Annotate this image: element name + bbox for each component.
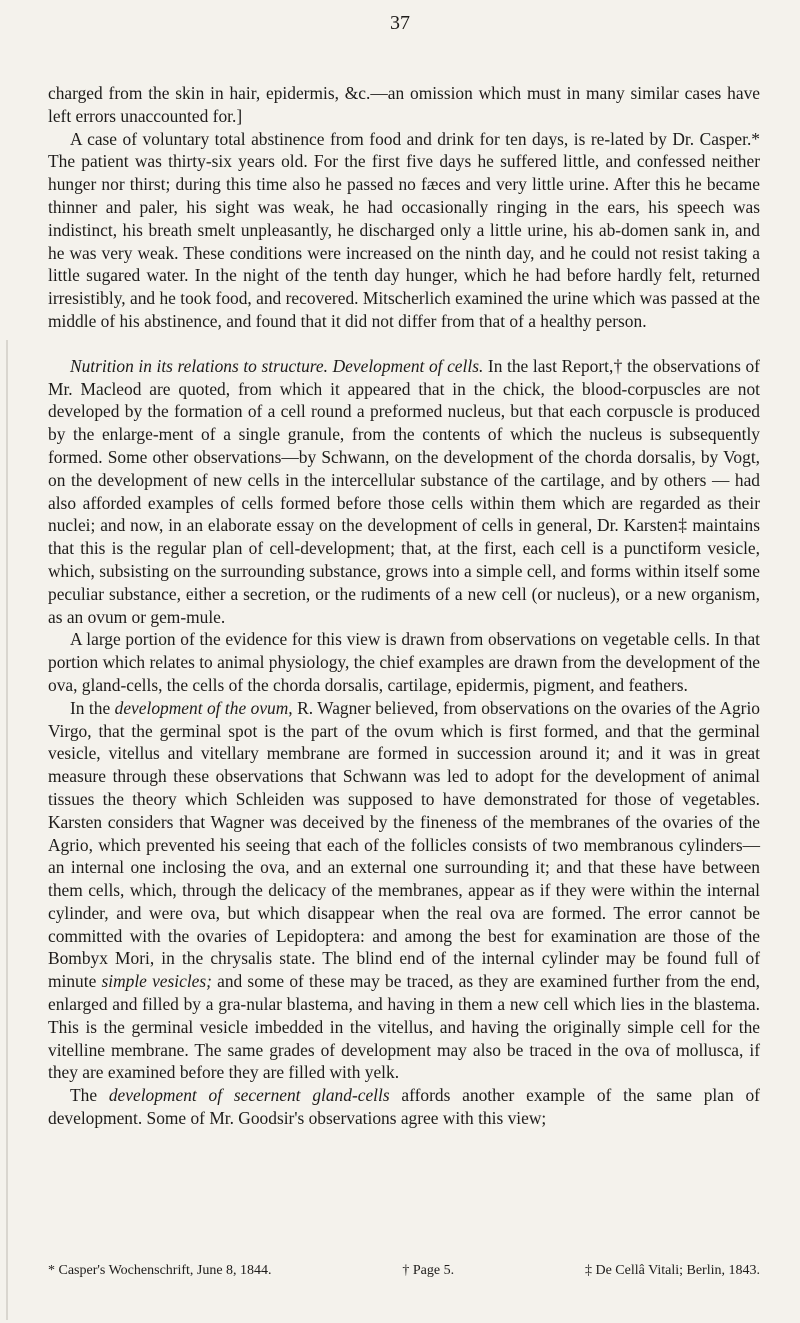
footnotes — [48, 1263, 760, 1279]
paragraph-5-text-1: R. Wagner believed, from observations on the ovaries of the Agrio Virgo, that the germinal spot is the part of the ovum which is first formed, and that the germinal vesicle, vitellus and vitellary membrane are formed in succession around it; and it was in great measure through these observations that Schwann was led to adopt for the development of animal tissues the theory which Schleiden was supposed to have demonstrated for those of vegetables. Karsten considers that Wagner was deceived by the fineness of the membranes of the ovaries of the Agrio, which prevented his seeing that each of the follicles consists of two membranous cylinders—an internal one inclosing the ova, and an external one surrounding it; and that these have between them cells, which, through the delicacy of the membranes, appear as if they were within the internal cylinder, and were ova, but which disappear when the real ova are formed. The error cannot be committed with the ovaries of Lepidoptera: and among the best for examination are those of the Bombyx Mori, in the chrysalis state. The blind end of the internal cylinder may be found full of minute — [48, 697, 760, 992]
paragraph-5-lead: In the — [70, 697, 111, 718]
paragraph-6-lead: The — [70, 1085, 98, 1106]
footnote-karsten: ‡ De Cellâ Vitali; Berlin, 1843. — [584, 1263, 760, 1278]
footnote-page: † Page 5. — [402, 1263, 455, 1278]
paragraph-5-text-2: and some of these may be traced, as they are examined further from the end, enlarged and filled by a gra-nular blastema, and having in them a new cell which lies in the blastema. This is the germinal vesicle imbedded in the vitellus, and having the originally simple cell for the vitelline membrane. The same grades of development may also be traced in the ova of mollusca, if they are examined before they are filled with yelk. — [48, 971, 760, 1083]
body-text — [48, 82, 760, 1130]
footnote-casper: * Casper's Wochenschrift, June 8, 1844. — [48, 1263, 272, 1278]
paragraph-6-italic-gland-cells: development of secernent gland-cells — [108, 1085, 390, 1106]
paragraph-5 — [48, 697, 760, 1085]
paragraph-6 — [48, 1084, 760, 1130]
page-edge-shadow — [6, 340, 8, 1320]
paragraph-3-text: In the last Report,† the observations of Mr. Macleod are quoted, from which it appeared that in the chick, the blood-corpuscles are not developed by the formation of a cell round a preformed nucleus, but that each corpuscle is produced by the enlarge-ment of a single granule, from the contents of which the nucleus is subsequently formed. Some other observations—by Schwann, on the development of the chorda dorsalis, by Vogt, on the development of new cells in the intercellular substance of the cartilage, and by others — had also afforded examples of cells formed before those cells within them which are regarded as their nuclei; and now, in an elaborate essay on the development of cells in general, Dr. Karsten‡ maintains that this is the regular plan of cell-development; that, at the first, each cell is a punctiform vesicle, which, subsisting on the surrounding substance, grows into a simple cell, and forms within itself some peculiar substance, either a secretion, or the rudiments of a new cell (or nucleus), or a new organism, as an ovum or gem-mule. — [48, 355, 760, 627]
paragraph-6-text: affords another example of the same plan of development. Some of Mr. Goodsir's observations agree with this view; — [48, 1085, 760, 1129]
section-heading-cells: Development of cells. — [332, 355, 484, 376]
paragraph-5-italic-vesicles: simple vesicles; — [101, 971, 212, 992]
paragraph-2: A case of voluntary total abstinence from food and drink for ten days, is re-lated by Dr. Casper.* The patient was thirty-six years old. For the first five days he suffered little, and confessed neither hunger nor thirst; during this time also he passed no fæces and very little urine. After this he became thinner and paler, his sight was weak, he had occasionally ringing in the ears, his speech was indistinct, his breath smelt unpleasantly, he discharged only a little urine, his ab-domen sank in, and he was very weak. These conditions were increased on the ninth day, and he could not resist taking a little sugared water. In the night of the tenth day hunger, which he had before hardly felt, returned irresistibly, and he took food, and recovered. Mitscherlich examined the urine which was passed at the middle of his abstinence, and found that it did not differ from that of a healthy person. — [48, 128, 760, 331]
paragraph-3 — [48, 355, 760, 629]
paragraph-5-italic-ovum: development of the ovum, — [114, 697, 293, 718]
paragraph-1: charged from the skin in hair, epidermis, &c.—an omission which must in many similar cases have left errors unaccounted for.] — [48, 83, 760, 126]
page-number: 37 — [390, 12, 410, 34]
section-heading-nutrition: Nutrition in its relations to structure. — [70, 355, 328, 376]
paragraph-4: A large portion of the evidence for this view is drawn from observations on vegetable cells. In that portion which relates to animal physiology, the chief examples are drawn from the development of the ova, gland-cells, the cells of the chorda dorsalis, cartilage, epidermis, pigment, and feathers. — [48, 629, 760, 695]
